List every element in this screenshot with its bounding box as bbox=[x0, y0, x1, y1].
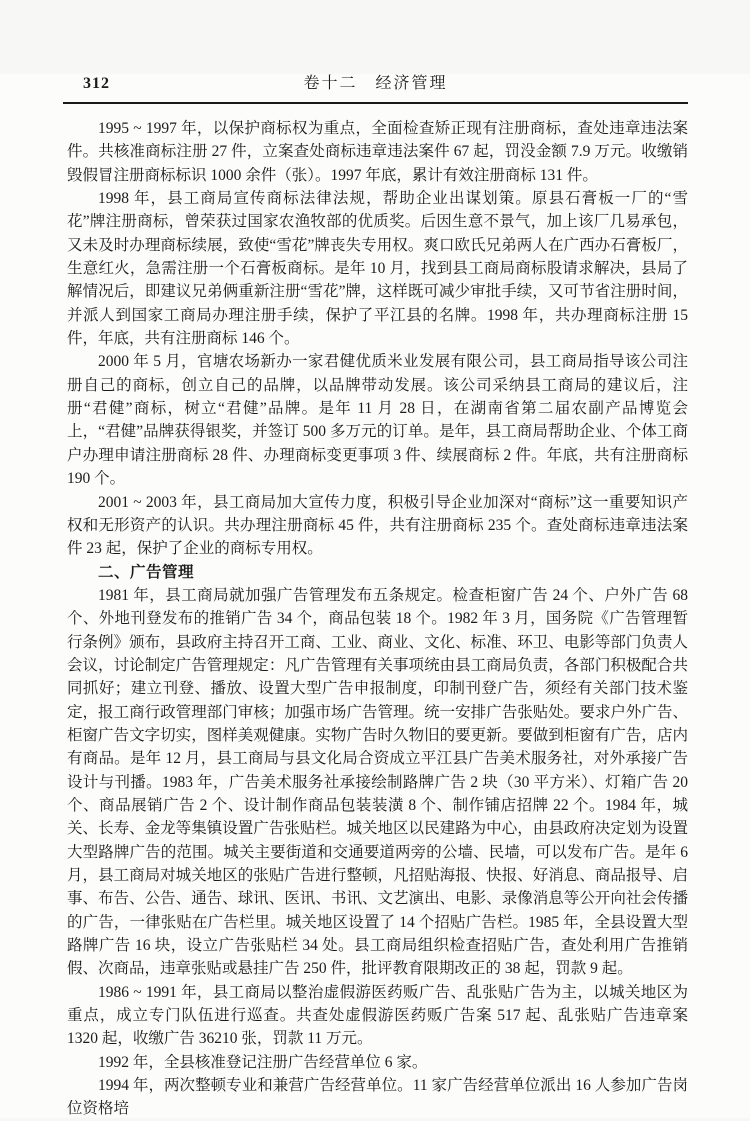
page-body bbox=[67, 117, 688, 1121]
body-paragraph: 1994 年，两次整顿专业和兼营广告经营单位。11 家广告经营单位派出 16 人参加广告岗位资格培 bbox=[67, 1077, 688, 1118]
body-paragraph: 1992 年，全县核准登记注册广告经营单位 6 家。 bbox=[98, 1053, 428, 1071]
page-number: 312 bbox=[83, 75, 110, 92]
page-header bbox=[63, 74, 688, 94]
body-paragraph: 1998 年，县工商局宣传商标法律法规，帮助企业出谋划策。原县石膏板一厂的“雪花”牌注册商标，曾荣获过国家农渔牧部的优质奖。后因生意不景气，加上该厂几易承包，又未及时办理商标续展，致使“雪花”牌丧失专用权。爽口欧氏兄弟两人在广西办石膏板厂，生意红火，急需注册一个石膏板商标。是年 10 月，找到县工商局商标股请求解决，县局了解情况后，即建议兄弟俩重新注册“雪花”牌，这样既可减少审批手续，又可节省注册时间，并派人到国家工商局办理注册手续，保护了平江县的名牌。1998 年，共办理商标注册 15 件，年底，共有注册商标 146 个。 bbox=[67, 190, 688, 348]
body-paragraph: 1986 ~ 1991 年，县工商局以整治虚假游医药贩广告、乱张贴广告为主，以城关地区为重点，成立专门队伍进行巡查。共查处虚假游医药贩广告案 517 起、乱张贴广告违章案 1320 起，收缴广告 36210 张，罚款 11 万元。 bbox=[67, 983, 688, 1048]
body-paragraph: 1981 年，县工商局就加强广告管理发布五条规定。检查柜窗广告 24 个、户外广告 68 个、外地刊登发布的推销广告 34 个，商品包装 18 个。1982 年 3 月，国务院《广告管理暂行条例》颁布，县政府主持召开工商、工业、商业、文化、标准、环卫、电影等部门负责人会议，讨论制定广告管理规定：凡广告管理有关事项统由县工商局负责，各部门积极配合共同抓好；建立刊登、播放、设置大型广告申报制度，印制刊登广告，须经有关部门技术鉴定，报工商行政管理部门审核；加强市场广告管理。统一安排广告张贴处。要求户外广告、柜窗广告文字切实，图样美观健康。实物广告时久物旧的要更新。要做到柜窗有广告，店内有商品。是年 12 月，县工商局与县文化局合资成立平江县广告美术服务社，对外承接广告设计与刊播。1983 年，广告美术服务社承接绘制路牌广告 2 块（30 平方米）、灯箱广告 20 个、商品展销广告 2 个、设计制作商品包装装潢 8 个、制作铺店招牌 22 个。1984 年，城关、长寿、金龙等集镇设置广告张贴栏。城关地区以民建路为中心，由县政府决定划为设置大型路牌广告的范围。城关主要街道和交通要道两旁的公墙、民墙，可以发布广告。是年 6 月，县工商局对城关地区的张贴广告进行整顿，凡招贴海报、快报、好消息、商品报导、启事、布告、公告、通告、球讯、医讯、书讯、文艺演出、电影、录像消息等公开向社会传播的广告，一律张贴在广告栏里。城关地区设置了 14 个招贴广告栏。1985 年，全县设置大型路牌广告 16 块，设立广告张贴栏 34 处。县工商局组织检查招贴广告，查处利用广告推销假、次商品，违章张贴或悬挂广告 250 件，批评教育限期改正的 38 起，罚款 9 起。 bbox=[67, 586, 688, 978]
scanned-page bbox=[0, 74, 750, 1118]
header-rule bbox=[63, 102, 688, 104]
body-paragraph: 2001 ~ 2003 年，县工商局加大宣传力度，积极引导企业加深对“商标”这一重要知识产权和无形资产的认识。共办理注册商标 45 件，共有注册商标 235 个。查处商标违章违法案件 23 起，保护了企业的商标专用权。 bbox=[67, 493, 688, 558]
body-paragraph: 1995 ~ 1997 年，以保护商标权为重点，全面检查矫正现有注册商标，查处违章违法案件。共核准商标注册 27 件，立案查处商标违章违法案件 67 起，罚没金额 7.9 万元。收缴销毁假冒注册商标标识 1000 余件（张）。1997 年底，累计有效注册商标 131 件。 bbox=[67, 120, 688, 184]
body-paragraph: 2000 年 5 月，官塘农场新办一家君健优质米业发展有限公司，县工商局指导该公司注册自己的商标，创立自己的品牌，以品牌带动发展。该公司采纳县工商局的建议后，注册“君健”商标，树立“君健”品牌。是年 11 月 28 日，在湖南省第二届农副产品博览会上，“君健”品牌获得银奖，并签订 500 多万元的订单。是年，县工商局帮助企业、个体工商户办理申请注册商标 28 件、办理商标变更事项 3 件、续展商标 2 件。年底，共有注册商标 190 个。 bbox=[67, 353, 688, 488]
volume-title: 卷十二 经济管理 bbox=[303, 75, 448, 92]
section-heading: 二、广告管理 bbox=[98, 563, 195, 581]
